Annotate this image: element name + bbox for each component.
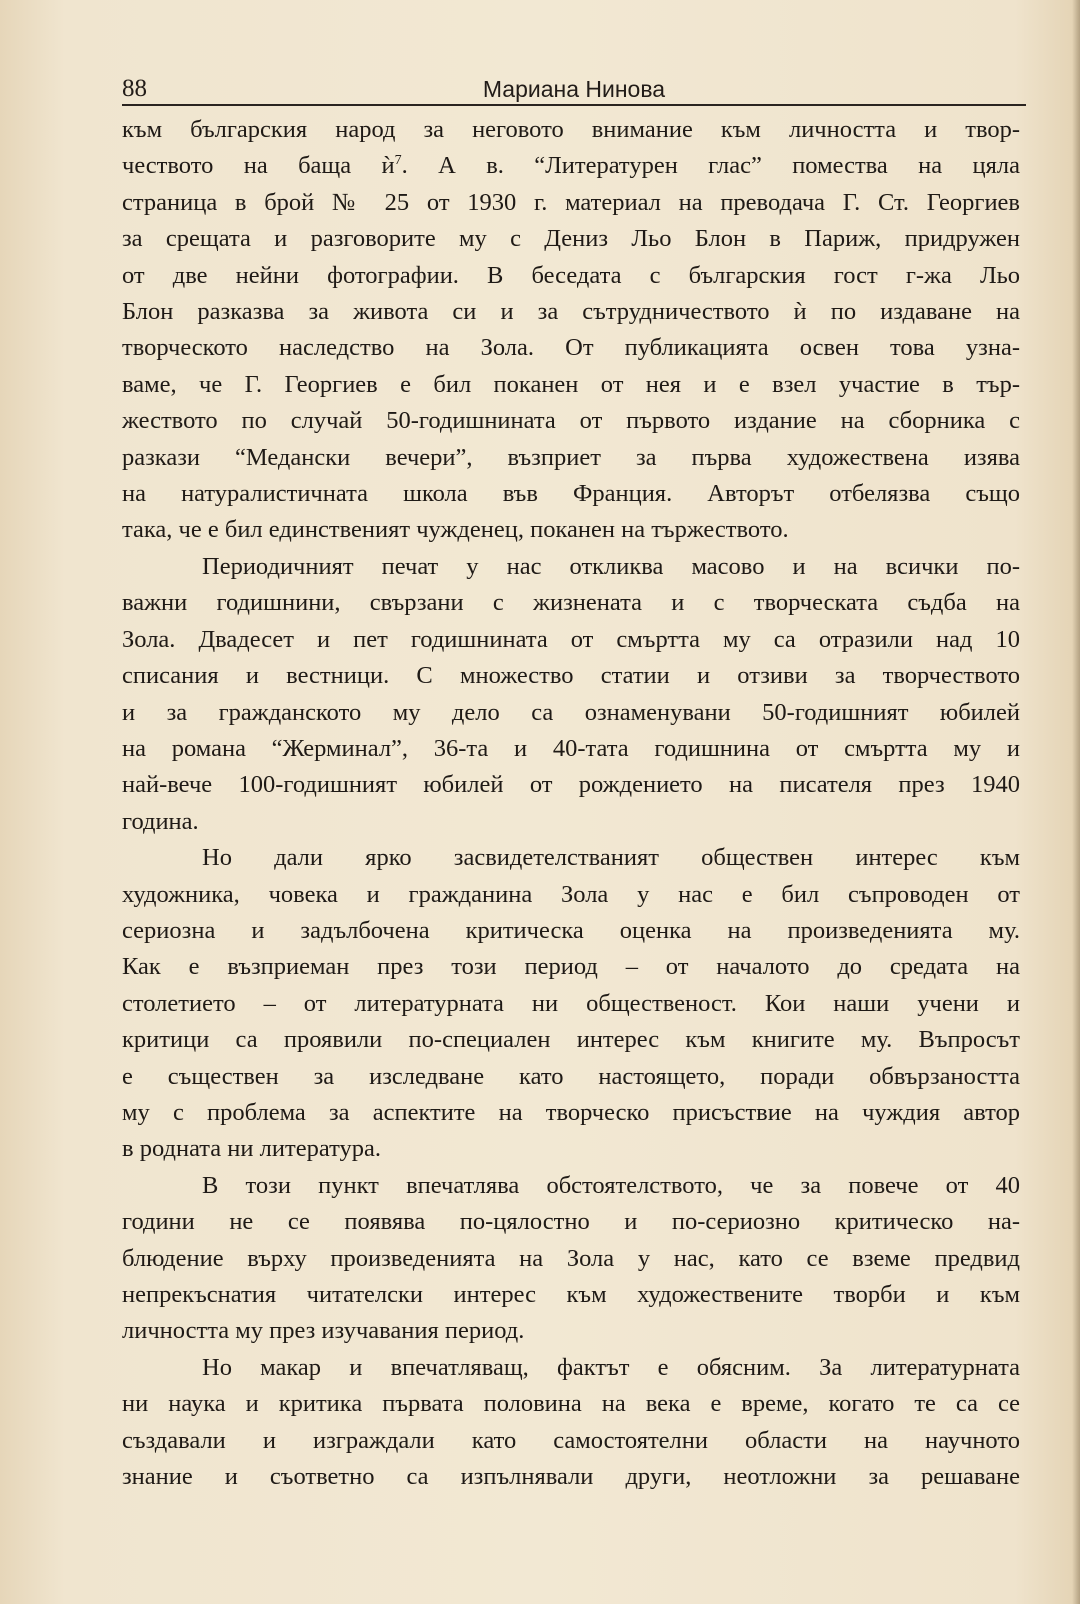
text-line: от две нейни фотографии. В беседата с българския гост г-жа Льо: [122, 261, 1020, 289]
text-line: непрекъснатия читателски интерес към художествените творби и към: [122, 1281, 1020, 1308]
text-line: Зола. Двадесет и пет годишнината от смъртта му са отразили над 10: [122, 625, 1020, 653]
text-line: най-вече 100-годишният юбилей от рождението на писателя през 1940: [122, 771, 1020, 799]
text-line: на натуралистичната школа във Франция. Авторът отбелязва също: [122, 480, 1020, 508]
text-line: блюдение върху произведенията на Зола у нас, като се вземе предвид: [122, 1244, 1020, 1272]
text-line: важни годишнини, свързани с жизнената и с творческата съдба на: [122, 589, 1020, 617]
text-line: Блон разказва за живота си и за сътрудничеството ѝ по издаване на: [122, 298, 1020, 326]
page-number: 88: [122, 75, 147, 102]
page-header: [122, 74, 1026, 106]
text-line: Но макар и впечатляващ, фактът е обясним. За литературната: [202, 1353, 1020, 1381]
text-line: година.: [122, 807, 199, 835]
text-line: така, че е бил единственият чужденец, поканен на тържеството.: [122, 516, 789, 544]
footnote-mark: 7: [394, 153, 402, 169]
text-line: списания и вестници. С множество статии и отзиви за творчеството: [122, 662, 1020, 690]
text-line-with-footnote: [122, 148, 1020, 184]
text-line: години не се появява по-цялостно и по-сериозно критическо на-: [122, 1208, 1020, 1236]
paragraph-5: [122, 1350, 1020, 1496]
text-line: личността му през изучавания период.: [122, 1317, 525, 1345]
text-line: е съществен за изследване като настоящето, поради обвързаността: [122, 1062, 1020, 1090]
text-line: за срещата и разговорите му с Дениз Льо Блон в Париж, придружен: [122, 225, 1020, 253]
text-line: и за гражданското му дело са ознаменувани 50-годишният юбилей: [122, 698, 1020, 726]
text-line: разкази “Медански вечери”, възприет за първа художествена изява: [122, 443, 1020, 471]
paragraph-4: [122, 1168, 1020, 1350]
body-text: [122, 112, 1020, 1495]
text-line: ни наука и критика първата половина на века е време, когато те са се: [122, 1390, 1020, 1418]
text-line: Периодичният печат у нас откликва масово и на всички по-: [202, 552, 1020, 580]
text-line: към българския народ за неговото внимание към личността и твор-: [122, 116, 1020, 143]
text-line: художника, човека и гражданина Зола у нас е бил съпроводен от: [122, 880, 1020, 908]
text-line: ваме, че Г. Георгиев е бил поканен от нея и е взел участие в тър-: [122, 370, 1020, 398]
text-line: столетието – от литературната ни общественост. Кои наши учени и: [122, 989, 1020, 1017]
text-line: създавали и изграждали като самостоятелни области на научното: [122, 1426, 1020, 1454]
text-line: в родната ни литература.: [122, 1135, 381, 1163]
page-edge-shadow: [1072, 0, 1080, 1604]
paragraph-3: [122, 840, 1020, 1168]
text-line: му с проблема за аспектите на творческо присъствие на чуждия автор: [122, 1098, 1020, 1126]
running-head-author: Мариана Нинова: [482, 76, 666, 102]
text-line: страница в брой № 25 от 1930 г. материал на преводача Г. Ст. Георгиев: [122, 188, 1020, 216]
text-fragment: чеството на баща ѝ: [122, 152, 395, 180]
text-line: Как е възприеман през този период – от началото до средата на: [122, 953, 1020, 981]
text-line: сериозна и задълбочена критическа оценка на произведенията му.: [122, 916, 1020, 944]
paragraph-1: [122, 112, 1020, 549]
paragraph-2: [122, 549, 1020, 840]
text-line: творческото наследство на Зола. От публикацията освен това узна-: [122, 334, 1020, 362]
text-line: критици са проявили по-специален интерес към книгите му. Въпросът: [122, 1026, 1020, 1054]
text-line: знание и съответно са изпълнявали други, неотложни за решаване: [122, 1463, 1020, 1491]
text-line: жеството по случай 50-годишнината от първото издание на сборника с: [122, 407, 1020, 435]
text-line: В този пункт впечатлява обстоятелството, че за повече от 40: [202, 1171, 1020, 1199]
text-fragment: . А в. “Литературен глас” помества на цяла: [401, 152, 1020, 180]
text-line: на романа “Жерминал”, 36-та и 40-тата годишнина от смъртта му и: [122, 734, 1020, 762]
text-line: Но дали ярко засвидетелстваният обществен интерес към: [202, 844, 1020, 872]
